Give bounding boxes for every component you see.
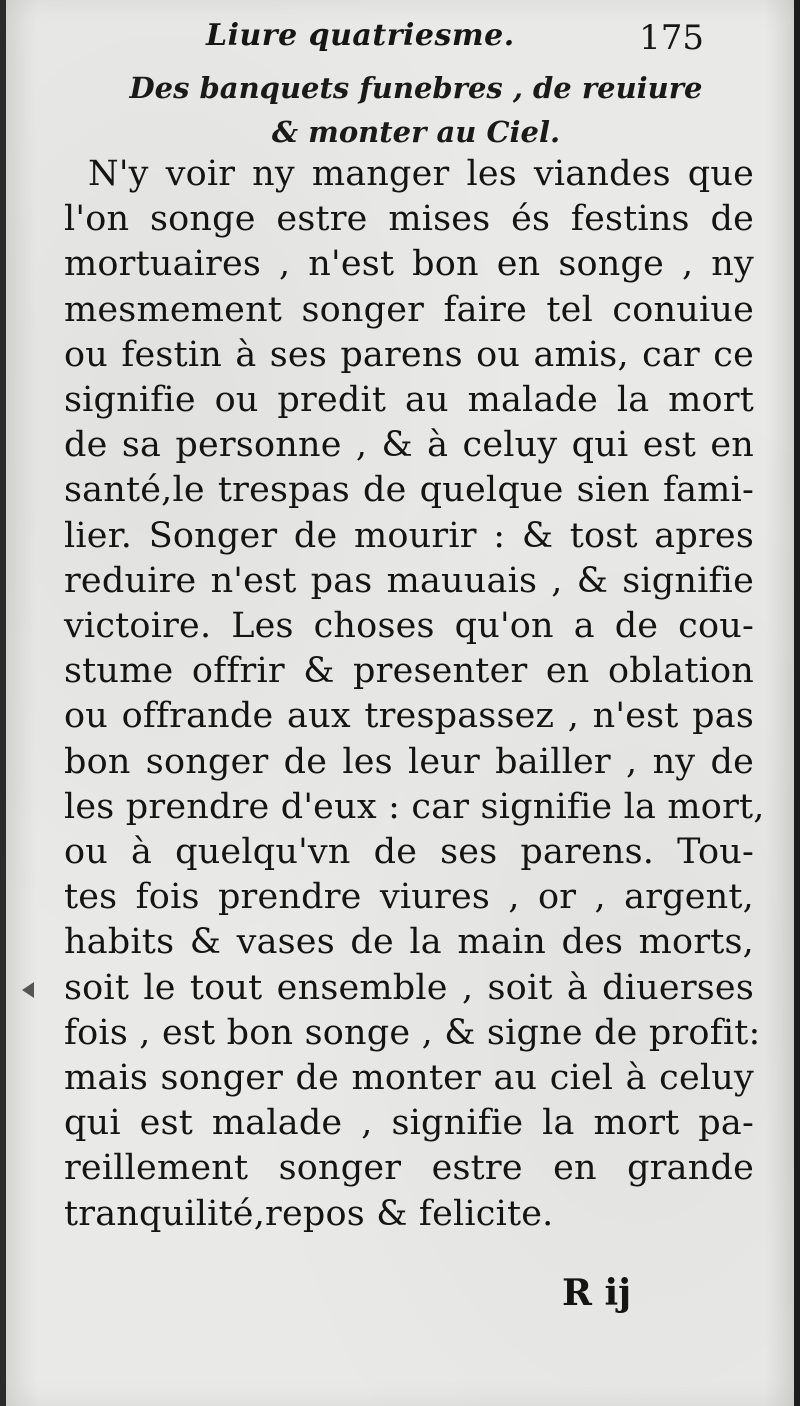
- text-line: signifie ou predit au malade la mort: [64, 380, 754, 421]
- text-line: ou offrande aux trespassez , n'est pas: [64, 696, 754, 737]
- text-line: reillement songer estre en grande: [64, 1148, 754, 1189]
- text-line: ou festin à ses parens ou amis, car ce: [64, 334, 754, 375]
- chapter-title-line-2: & monter au Ciel.: [271, 115, 561, 149]
- text-line: mesmement songer faire tel conuiue: [64, 289, 754, 330]
- text-line: santé,le trespas de quelque sien fami-: [64, 470, 754, 511]
- text-line: habits & vases de la main des morts,: [64, 922, 754, 963]
- page-edge-right: [794, 0, 800, 1406]
- text-line: ou à quelqu'vn de ses parens. Tou-: [64, 832, 754, 873]
- text-line: victoire. Les choses qu'on a de cou-: [64, 606, 754, 647]
- text-line: l'on songe estre mises és festins de: [64, 199, 754, 240]
- running-head: Liure quatriesme.: [206, 18, 515, 53]
- text-line: tes fois prendre viures , or , argent,: [64, 877, 754, 918]
- text-line: reduire n'est pas mauuais , & signifie: [64, 560, 754, 601]
- text-line: de sa personne , & à celuy qui est en: [64, 425, 754, 466]
- margin-mark-icon: [22, 982, 34, 998]
- text-line: les prendre d'eux : car signifie la mort,: [64, 786, 765, 827]
- text-line: qui est malade , signifie la mort pa-: [64, 1103, 754, 1144]
- text-line: mais songer de monter au ciel à celuy: [64, 1058, 754, 1099]
- page-number: 175: [639, 18, 704, 58]
- signature-mark: R ij: [562, 1272, 632, 1314]
- book-page: [6, 0, 796, 1406]
- text-line: mortuaires , n'est bon en songe , ny: [64, 244, 754, 285]
- text-line: bon songer de les leur bailler , ny de: [64, 741, 754, 782]
- text-line: N'y voir ny manger les viandes que: [88, 154, 754, 194]
- text-line: tranquilité,repos & felicite.: [64, 1193, 554, 1234]
- body-text: [64, 152, 765, 1237]
- text-line: stume offrir & presenter en oblation: [64, 651, 754, 692]
- text-line: fois , est bon songe , & signe de profit:: [64, 1012, 761, 1053]
- chapter-title-line-1: Des banquets funebres , de reuiure: [129, 71, 703, 105]
- text-line: lier. Songer de mourir : & tost apres: [64, 515, 754, 556]
- text-line: soit le tout ensemble , soit à diuerses: [64, 967, 754, 1008]
- chapter-title: [66, 66, 766, 154]
